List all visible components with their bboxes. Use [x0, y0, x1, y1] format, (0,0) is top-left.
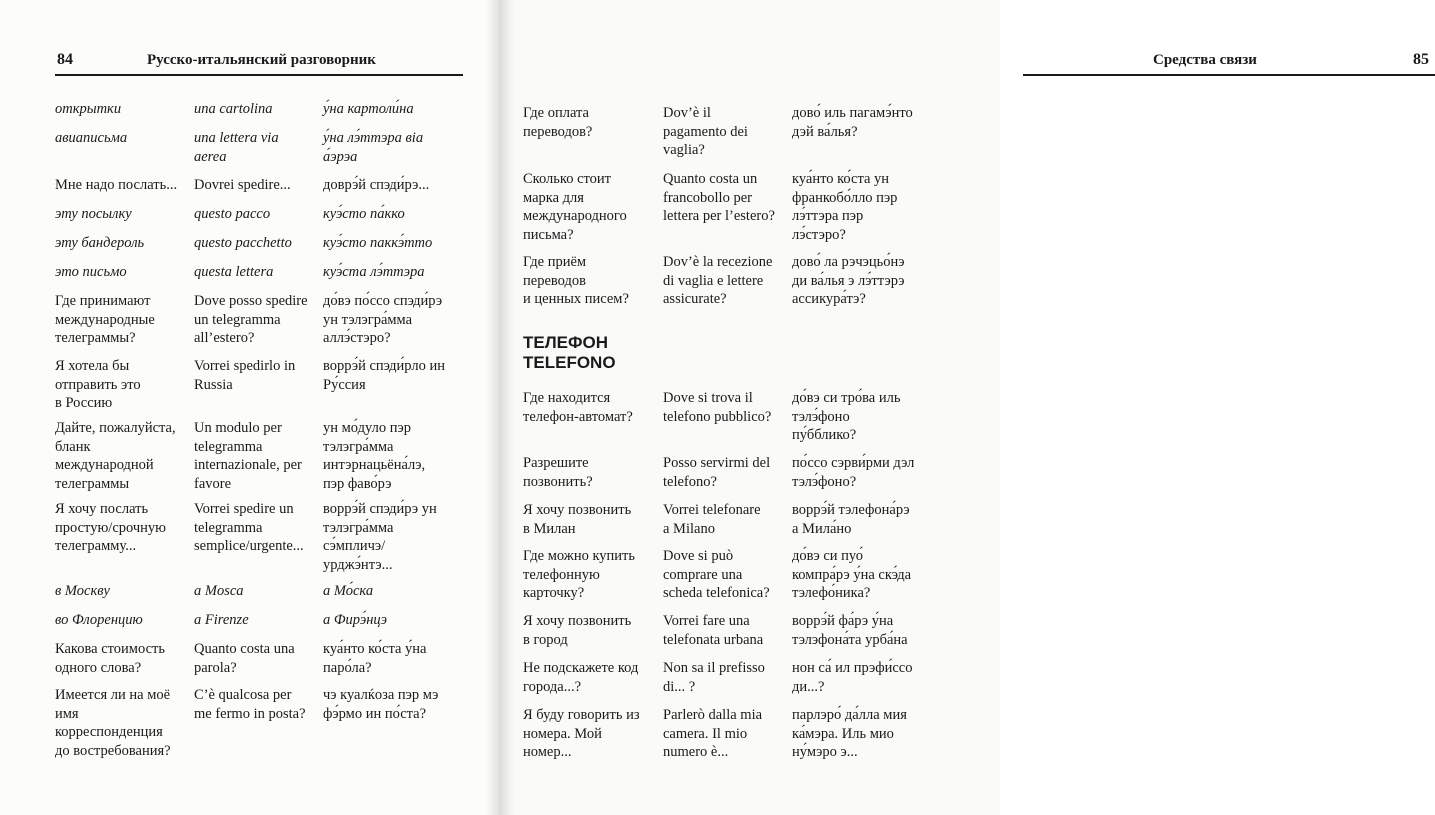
italian-phrase: Dov’è il pagamento dei vaglia?: [663, 105, 748, 158]
russian-phrase: Я хочу позвонить в город: [523, 613, 632, 648]
right-running-header: [1023, 44, 1435, 76]
transcription: доврэ́й спэди́рэ...: [323, 177, 430, 193]
russian-phrase: Не подскажете код города...?: [523, 660, 639, 695]
transcription: а Мо́ска: [323, 583, 374, 599]
transcription: куэ́сто паккэ́тто: [323, 235, 433, 251]
russian-phrase: Какова стоимость одного слова?: [55, 641, 165, 676]
italian-phrase: Parlerò dalla mia camera. Il mio numero è...: [663, 707, 763, 760]
transcription: воррэ́й тэлефона́рэ а Мила́но: [792, 502, 910, 537]
russian-phrase: Разрешите позвонить?: [523, 455, 593, 490]
russian-phrase: Мне надо послать...: [55, 177, 178, 193]
transcription: парлэро́ да́лла мия ка́мэра. Иль мио ну́мэро э...: [792, 707, 907, 760]
italian-phrase: Dov’è la recezione di vaglia e lettere assicurate?: [663, 254, 773, 307]
russian-phrase: эту бандероль: [55, 235, 145, 251]
russian-phrase: Я хотела бы отправить это в Россию: [55, 358, 141, 411]
italian-phrase: C’è qualcosa per me fermo in posta?: [194, 687, 306, 722]
italian-phrase: Posso servirmi del telefono?: [663, 455, 771, 490]
left-page-number: 84: [57, 51, 73, 68]
italian-phrase: Dove posso spedire un telegramma all’estero?: [194, 293, 308, 346]
transcription: куа́нто ко́ста у́на паро́ла?: [323, 641, 427, 676]
transcription: воррэ́й спэди́рло ин Ру́ссия: [323, 358, 445, 393]
russian-phrase: Где находится телефон-автомат?: [523, 390, 633, 425]
transcription: до́вэ си пуо́ компра́рэ у́на скэ́да тэлефо́ника?: [792, 548, 912, 601]
left-running-title: Русско-итальянский разговорник: [147, 52, 376, 68]
italian-phrase: Dove si può comprare una scheda telefonica?: [663, 548, 770, 601]
transcription: воррэ́й спэди́рэ ун тэлэгра́мма сэ́мпличэ/ урджэ́нтэ...: [323, 501, 437, 573]
transcription: у́на картоли́на: [323, 101, 414, 117]
right-page: [500, 0, 1429, 815]
italian-phrase: questo pacco: [194, 206, 271, 222]
russian-phrase: Имеется ли на моё имя корреспонденция до востребования?: [55, 687, 171, 759]
transcription: дово́ ла рэчэцьо́нэ ди ва́лья э лэ́ттэрэ ассикура́тэ?: [792, 254, 905, 307]
transcription: ун мо́дуло пэр тэлэгра́мма интэрнацьёна́лэ, пэр фаво́рэ: [323, 420, 426, 492]
russian-phrase: авиаписьма: [55, 130, 128, 146]
transcription: до́вэ си тро́ва иль тэлэ́фоно пу́бблико?: [792, 390, 901, 443]
transcription: куэ́сто па́кко: [323, 206, 405, 222]
transcription: куэ́ста лэ́ттэра: [323, 264, 425, 280]
russian-phrase: во Флоренцию: [55, 612, 143, 628]
russian-phrase: это письмо: [55, 264, 127, 280]
italian-phrase: Dove si trova il telefono pubblico?: [663, 390, 772, 425]
right-running-title: Средства связи: [1153, 52, 1257, 68]
russian-phrase: Где оплата переводов?: [523, 105, 593, 140]
russian-phrase: в Москву: [55, 583, 110, 599]
transcription: чэ куалќоза пэр мэ фэ́рмо ин по́ста?: [323, 687, 439, 722]
russian-phrase: Дайте, пожалуйста, бланк международной телеграммы: [55, 420, 176, 492]
italian-phrase: a Mosca: [194, 583, 244, 599]
italian-phrase: Vorrei spedirlo in Russia: [194, 358, 296, 393]
transcription: по́ссо сэрви́рми дэл тэлэ́фоно?: [792, 455, 915, 490]
section-heading-ru: ТЕЛЕФОН: [523, 333, 608, 352]
russian-phrase: Я хочу послать простую/срочную телеграмму...: [55, 501, 167, 554]
transcription: дово́ иль пагамэ́нто дэй ва́лья?: [792, 105, 913, 140]
left-running-header: [55, 44, 463, 76]
italian-phrase: Vorrei spedire un telegramma semplice/urgente...: [194, 501, 304, 554]
italian-phrase: questa lettera: [194, 264, 274, 280]
italian-phrase: Vorrei telefonare a Milano: [663, 502, 761, 537]
italian-phrase: a Firenze: [194, 612, 249, 628]
russian-phrase: открытки: [55, 101, 122, 117]
russian-phrase: эту посылку: [55, 206, 132, 222]
left-page: [0, 0, 500, 815]
italian-phrase: Quanto costa un francobollo per lettera per l’estero?: [663, 171, 775, 224]
italian-phrase: Quanto costa una parola?: [194, 641, 295, 676]
italian-phrase: una lettera via aerea: [194, 130, 279, 165]
transcription: куа́нто ко́ста ун франкобо́лло пэр лэ́ттэра пэр лэ́стэро?: [792, 171, 898, 243]
russian-phrase: Я хочу позвонить в Милан: [523, 502, 632, 537]
russian-phrase: Где принимают международные телеграммы?: [55, 293, 155, 346]
italian-phrase: Un modulo per telegramma internazionale, per favore: [194, 420, 302, 492]
italian-phrase: Non sa il prefisso di... ?: [663, 660, 765, 695]
transcription: воррэ́й фа́рэ у́на тэлэфона́та урба́на: [792, 613, 908, 648]
transcription: у́на лэ́ттэра віа а́эрэа: [323, 130, 424, 165]
section-heading-it: TELEFONO: [523, 353, 616, 372]
italian-phrase: Dovrei spedire...: [194, 177, 291, 193]
transcription: а Фирэ́нцэ: [323, 612, 388, 628]
russian-phrase: Я буду говорить из номера. Мой номер...: [523, 707, 640, 760]
russian-phrase: Где можно купить телефонную карточку?: [523, 548, 636, 601]
italian-phrase: una cartolina: [194, 101, 273, 117]
russian-phrase: Где приём переводов и ценных писем?: [523, 254, 629, 307]
transcription: нон са́ ил прэфи́ссо ди...?: [792, 660, 913, 695]
italian-phrase: questo pacchetto: [194, 235, 292, 251]
right-page-number: 85: [1413, 51, 1429, 68]
russian-phrase: Сколько стоит марка для международного письма?: [523, 171, 627, 243]
transcription: до́вэ по́ссо спэди́рэ ун тэлэгра́мма аллэ́стэро?: [323, 293, 443, 346]
italian-phrase: Vorrei fare una telefonata urbana: [663, 613, 764, 648]
